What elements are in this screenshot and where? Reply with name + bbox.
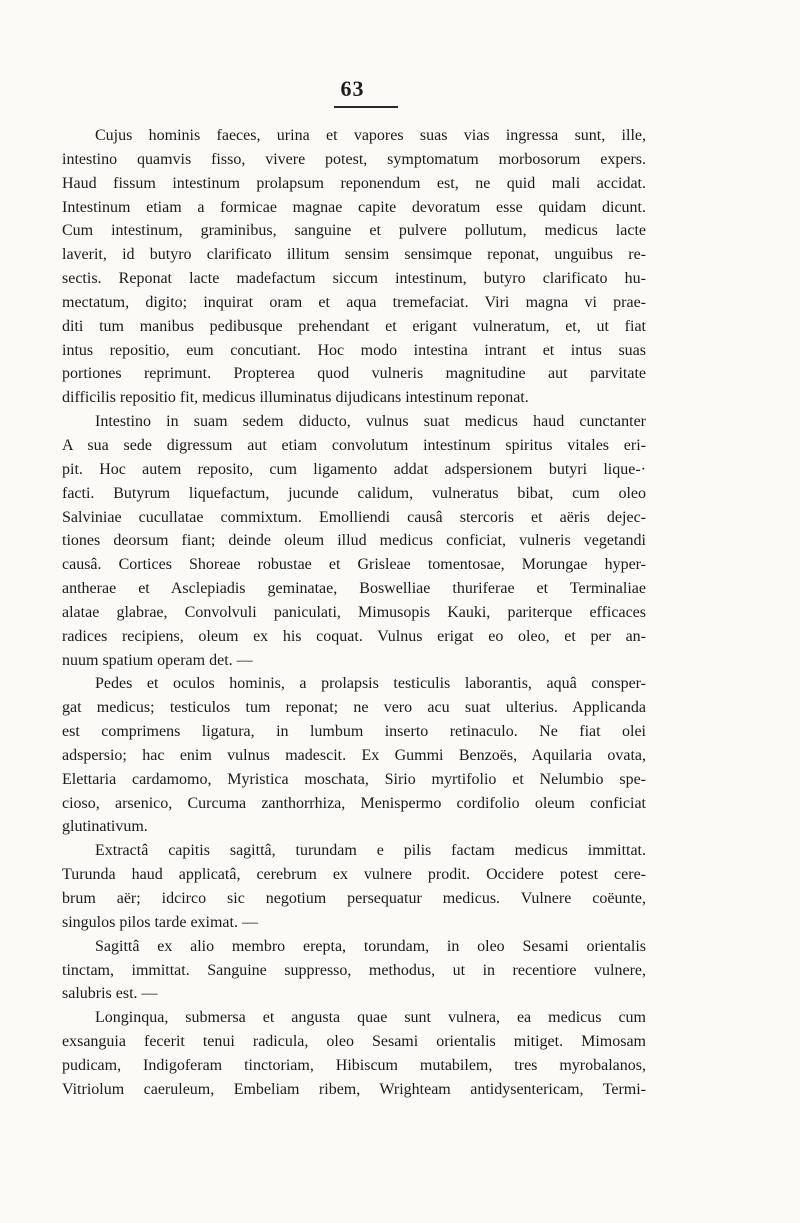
text-line: singulos pilos tarde eximat. —: [62, 913, 258, 931]
text-line: glutinativum.: [62, 818, 148, 836]
text-line: Salviniae cucullatae commixtum. Emolliendi causâ stercoris et aëris dejec-: [62, 508, 646, 526]
text-line: antherae et Asclepiadis geminatae, Boswelliae thuriferae et Terminaliae: [62, 580, 646, 598]
text-line: pudicam, Indigoferam tinctoriam, Hibiscum mutabilem, tres myrobalanos,: [62, 1056, 646, 1074]
text-line: Extractâ capitis sagittâ, turundam e pilis factam medicus immittat.: [95, 842, 646, 860]
text-line: pit. Hoc autem reposito, cum ligamento addat adspersionem butyri lique-·: [62, 460, 646, 478]
text-line: exsanguia fecerit tenui radicula, oleo Sesami orientalis mitiget. Mimosam: [62, 1033, 646, 1051]
text-line: adspersio; hac enim vulnus madescit. Ex Gummi Benzoës, Aquilaria ovata,: [62, 746, 646, 764]
text-line: sectis. Reponat lacte madefactum siccum intestinum, butyro clarificato hu-: [62, 270, 646, 288]
text-line: difficilis repositio fit, medicus illuminatus dijudicans intestinum reponat.: [62, 389, 529, 407]
text-line: radices recipiens, oleum ex his coquat. Vulnus erigat eo oleo, et per an-: [62, 627, 646, 645]
text-line: gat medicus; testiculos tum reponat; ne vero acu suat ulterius. Applicanda: [62, 699, 646, 717]
text-line: Elettaria cardamomo, Myristica moschata, Sirio myrtifolio et Nelumbio spe-: [62, 770, 646, 788]
text-line: tinctam, immittat. Sanguine suppresso, methodus, ut in recentiore vulnere,: [62, 961, 646, 979]
text-line: tiones deorsum fiant; deinde oleum illud medicus conficiat, vulneris vegetandi: [62, 532, 646, 550]
text-line: Intestinum etiam a formicae magnae capite devoratum esse quidam dicunt.: [62, 198, 646, 216]
text-line: Sagittâ ex alio membro erepta, torundam, in oleo Sesami orientalis: [95, 937, 646, 955]
page-number-rule: [334, 106, 398, 108]
text-line: nuum spatium operam det. —: [62, 651, 253, 669]
body-text: [62, 124, 646, 1102]
page-number: 63: [340, 76, 365, 101]
text-line: cioso, arsenico, Curcuma zanthorrhiza, Menispermo cordifolio oleum conficiat: [62, 794, 646, 812]
text-line: intus repositio, eum concutiant. Hoc modo intestina intrant et intus suas: [62, 341, 646, 359]
text-line: Longinqua, submersa et angusta quae sunt vulnera, ea medicus cum: [95, 1009, 646, 1027]
text-line: Turunda haud applicatâ, cerebrum ex vulnere prodit. Occidere potest cere-: [62, 866, 646, 884]
text-line: intestino quamvis fisso, vivere potest, symptomatum morbosorum expers.: [62, 150, 646, 168]
text-line: Cum intestinum, graminibus, sanguine et pulvere pollutum, medicus lacte: [62, 222, 646, 240]
text-line: Pedes et oculos hominis, a prolapsis testiculis laborantis, aquâ consper-: [95, 675, 646, 693]
text-line: brum aër; idcirco sic negotium persequatur medicus. Vulnere coëunte,: [62, 890, 646, 907]
text-line: Intestino in suam sedem diducto, vulnus suat medicus haud cunctanter: [95, 413, 646, 431]
text-line: salubris est. —: [62, 985, 158, 1003]
text-line: A sua sede digressum aut etiam convolutum intestinum spiritus vitales eri-: [62, 436, 646, 454]
text-line: portiones reprimunt. Propterea quod vulneris magnitudine aut parvitate: [62, 365, 646, 383]
text-line: Cujus hominis faeces, urina et vapores suas vias ingressa sunt, ille,: [95, 127, 646, 144]
text-line: facti. Butyrum liquefactum, jucunde calidum, vulneratus bibat, cum oleo: [62, 484, 646, 502]
text-line: Haud fissum intestinum prolapsum reponendum est, ne quid mali accidat.: [62, 174, 646, 192]
text-line: mectatum, digito; inquirat oram et aqua tremefaciat. Viri magna vi prae-: [62, 293, 646, 311]
text-line: causâ. Cortices Shoreae robustae et Grisleae tomentosae, Morungae hyper-: [62, 556, 646, 574]
text-line: laverit, id butyro clarificato illitum sensim sensimque reponat, unguibus re-: [62, 246, 646, 264]
text-line: diti tum manibus pedibusque prehendant et erigant vulneratum, et, ut fiat: [62, 317, 646, 335]
text-line: Vitriolum caeruleum, Embeliam ribem, Wrighteam antidysentericam, Termi-: [62, 1080, 646, 1098]
text-line: est comprimens ligatura, in lumbum inserto retinaculo. Ne fiat olei: [62, 723, 646, 741]
text-line: alatae glabrae, Convolvuli paniculati, Mimusopis Kauki, pariterque efficaces: [62, 603, 646, 621]
